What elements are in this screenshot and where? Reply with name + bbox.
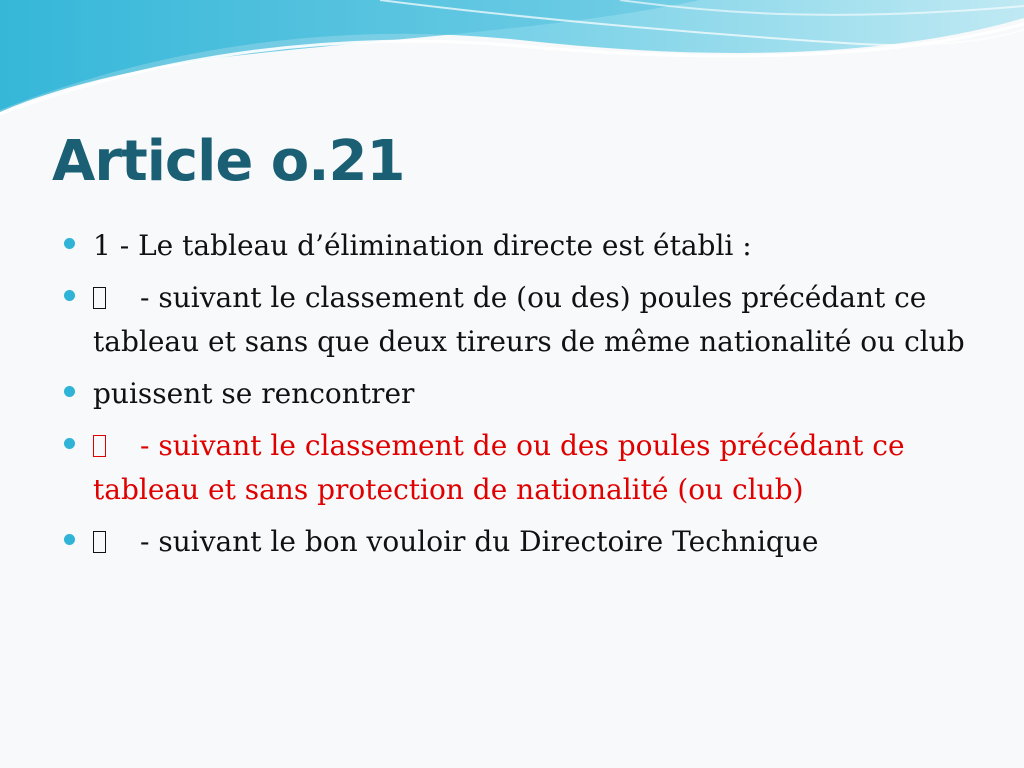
bullet-item [62, 372, 982, 416]
bullet-text: - suivant le classement de (ou des) poules précédant ce tableau et sans que deux tireurs de même nationalité ou club [93, 281, 965, 358]
bullet-text: puissent se rencontrer [93, 377, 415, 410]
bullet-dot-icon [64, 238, 75, 249]
missing-glyph-icon [93, 287, 106, 309]
bullet-dot-icon [64, 534, 75, 545]
missing-glyph-icon [93, 435, 106, 457]
header-wave-decoration [0, 0, 1024, 120]
slide-title: Article o.21 [52, 129, 405, 194]
bullet-text: 1 - Le tableau d’élimination directe est établi : [93, 229, 752, 262]
bullet-dot-icon [64, 386, 75, 397]
bullet-item [62, 224, 982, 268]
bullet-text: - suivant le bon vouloir du Directoire Technique [140, 525, 819, 558]
bullet-item [62, 424, 982, 512]
bullet-dot-icon [64, 438, 75, 449]
bullet-item [62, 520, 982, 564]
bullet-text: - suivant le classement de ou des poules précédant ce tableau et sans protection de nationalité (ou club) [93, 429, 905, 506]
bullet-item [62, 276, 982, 364]
missing-glyph-icon [93, 531, 106, 553]
bullet-list [62, 224, 982, 572]
bullet-dot-icon [64, 290, 75, 301]
